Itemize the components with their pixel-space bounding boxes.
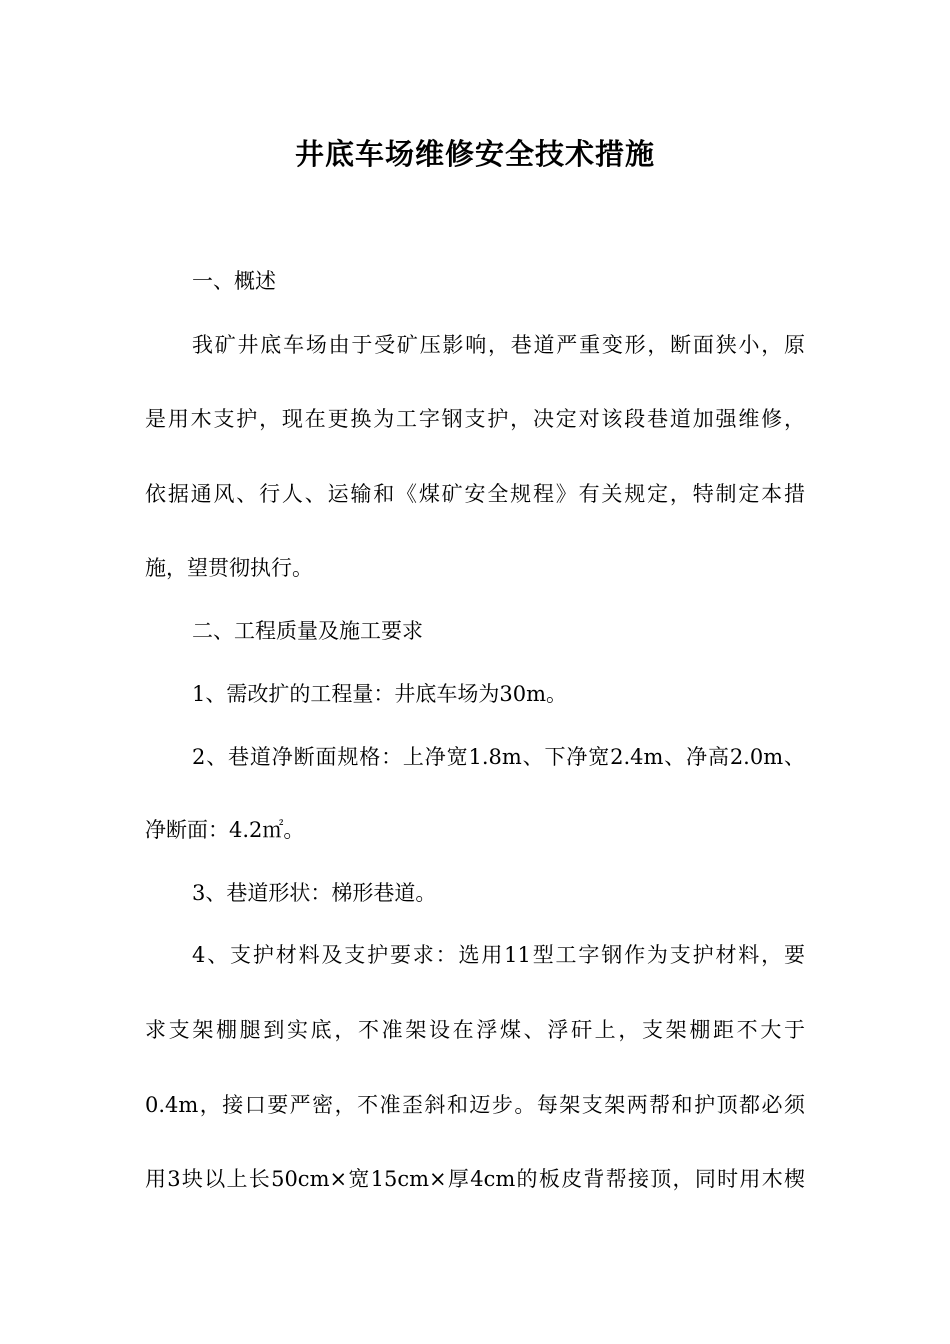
section-heading-overview: 一、概述 xyxy=(192,269,276,293)
paragraph-line: 净断面：4.2㎡。 xyxy=(145,818,305,842)
paragraph-line: 3、巷道形状：梯形巷道。 xyxy=(192,881,437,905)
paragraph-line: 施，望贯彻执行。 xyxy=(145,556,313,580)
paragraph-line: 我矿井底车场由于受矿压影响，巷道严重变形，断面狭小，原 xyxy=(192,333,805,357)
paragraph-line: 用3块以上长50cm×宽15cm×厚4cm的板皮背帮接顶，同时用木楔 xyxy=(145,1167,805,1191)
paragraph-line: 是用木支护，现在更换为工字钢支护，决定对该段巷道加强维修， xyxy=(145,407,805,431)
paragraph-line: 4、支护材料及支护要求：选用11型工字钢作为支护材料，要 xyxy=(192,943,805,967)
paragraph-line: 2、巷道净断面规格：上净宽1.8m、下净宽2.4m、净高2.0m、 xyxy=(192,745,805,769)
paragraph-line: 依据通风、行人、运输和《煤矿安全规程》有关规定，特制定本措 xyxy=(145,482,805,506)
paragraph-line: 1、需改扩的工程量：井底车场为30m。 xyxy=(192,682,567,706)
paragraph-line: 0.4m，接口要严密，不准歪斜和迈步。每架支架两帮和护顶都必须 xyxy=(145,1093,805,1117)
section-heading-quality: 二、工程质量及施工要求 xyxy=(192,619,423,643)
paragraph-line: 求支架棚腿到实底，不准架设在浮煤、浮矸上，支架棚距不大于 xyxy=(145,1018,805,1042)
document-title: 井底车场维修安全技术措施 xyxy=(294,137,655,171)
